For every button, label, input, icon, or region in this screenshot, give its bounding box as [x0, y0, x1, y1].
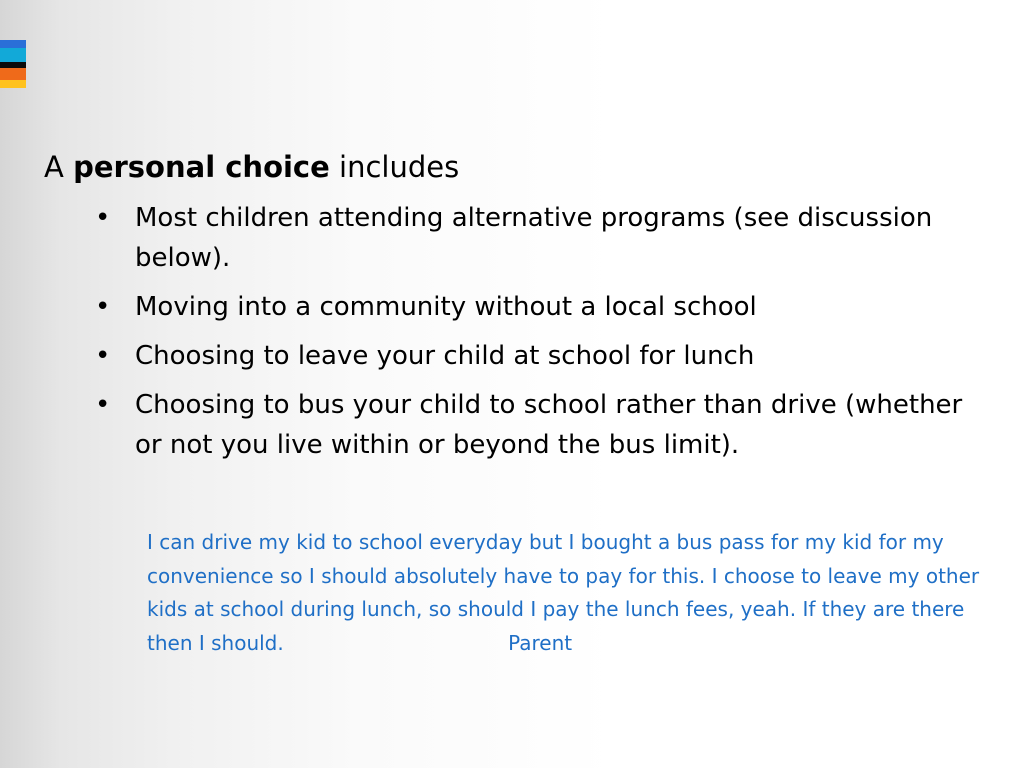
bullet-dot: • [95, 292, 111, 322]
bullet-dot: • [95, 390, 111, 420]
bullet-item [90, 287, 990, 327]
accent-stripe-orange [0, 68, 26, 80]
bullet-text: Moving into a community without a local school [135, 292, 757, 322]
bullet-item [90, 336, 990, 376]
bullet-dot: • [95, 203, 111, 233]
accent-stripes [0, 40, 26, 88]
bullet-text: Most children attending alternative programs (see discussion below). [135, 203, 933, 273]
bullet-text: Choosing to bus your child to school rather than drive (whether or not you live within or beyond the bus limit). [135, 390, 963, 460]
section-heading [44, 147, 459, 187]
accent-stripe-yellow [0, 80, 26, 88]
accent-stripe-cyan [0, 48, 26, 62]
bullet-item [90, 385, 990, 465]
quote-attribution: Parent [508, 630, 573, 655]
parent-quote [147, 526, 987, 660]
heading-suffix: includes [339, 150, 460, 184]
bullet-dot: • [95, 341, 111, 371]
bullet-list [90, 198, 990, 474]
heading-prefix: A [44, 150, 64, 184]
bullet-item [90, 198, 990, 278]
quote-text: I can drive my kid to school everyday but I bought a bus pass for my kid for my convenience so I should absolutely have to pay for this. I choose to leave my other kids at school during lunch, so should I pay the lunch fees, yeah. If they are there then I should. [147, 530, 980, 655]
heading-emphasis: personal choice [73, 150, 330, 184]
accent-stripe-blue [0, 40, 26, 48]
bullet-text: Choosing to leave your child at school for lunch [135, 341, 755, 371]
